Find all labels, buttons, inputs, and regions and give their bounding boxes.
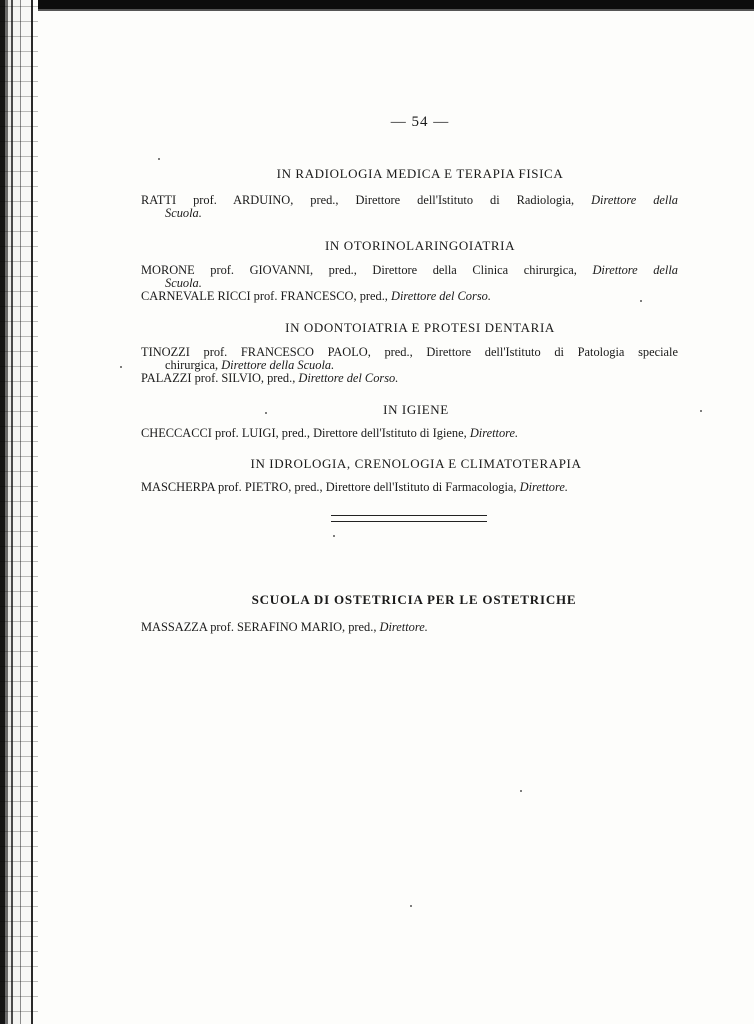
entry-mascherpa: MASCHERPA prof. PIETRO, pred., Direttore dell'Istituto di Farmacologia, Direttore.	[141, 480, 568, 494]
scan-speck	[410, 905, 412, 907]
scan-binding-edge	[0, 0, 38, 1024]
scan-speck	[700, 410, 702, 412]
scan-speck	[120, 366, 122, 368]
section-heading-radiologia: IN RADIOLOGIA MEDICA E TERAPIA FISICA	[276, 166, 564, 181]
section-heading-otorinolaringoiatria: IN OTORINOLARINGOIATRIA	[324, 238, 516, 253]
scan-speck	[333, 535, 335, 537]
entry-palazzi: PALAZZI prof. SILVIO, pred., Direttore del Corso.	[141, 371, 399, 385]
entry-checcacci: CHECCACCI prof. LUIGI, pred., Direttore dell'Istituto di Igiene, Direttore.	[141, 426, 519, 440]
entry-tinozzi: TINOZZI prof. FRANCESCO PAOLO, pred., Direttore dell'Istituto di Patologia speciale chirurgica, Direttore della Scuola.	[141, 345, 678, 372]
school-heading: SCUOLA DI OSTETRICIA PER LE OSTETRICHE	[251, 592, 577, 607]
scan-speck	[158, 158, 160, 160]
section-heading-igiene: IN IGIENE	[383, 402, 449, 417]
section-heading-odontoiatria: IN ODONTOIATRIA E PROTESI DENTARIA	[285, 320, 555, 335]
entry-morone: MORONE prof. GIOVANNI, pred., Direttore della Clinica chirurgica, Direttore della Scuola.	[141, 263, 678, 290]
entry-massazza: MASSAZZA prof. SERAFINO MARIO, pred., Direttore.	[141, 620, 428, 634]
section-divider	[331, 515, 487, 522]
scan-speck	[640, 300, 642, 302]
scan-top-edge	[0, 0, 754, 14]
entry-carnevale-ricci: CARNEVALE RICCI prof. FRANCESCO, pred., Direttore del Corso.	[141, 289, 491, 303]
scan-speck	[520, 790, 522, 792]
entry-ratti: RATTI prof. ARDUINO, pred., Direttore dell'Istituto di Radiologia, Direttore della Scuola.	[141, 193, 678, 220]
page-number: — 54 —	[390, 114, 450, 130]
scan-speck	[265, 412, 267, 414]
section-heading-idrologia: IN IDROLOGIA, CRENOLOGIA E CLIMATOTERAPIA	[250, 456, 582, 471]
